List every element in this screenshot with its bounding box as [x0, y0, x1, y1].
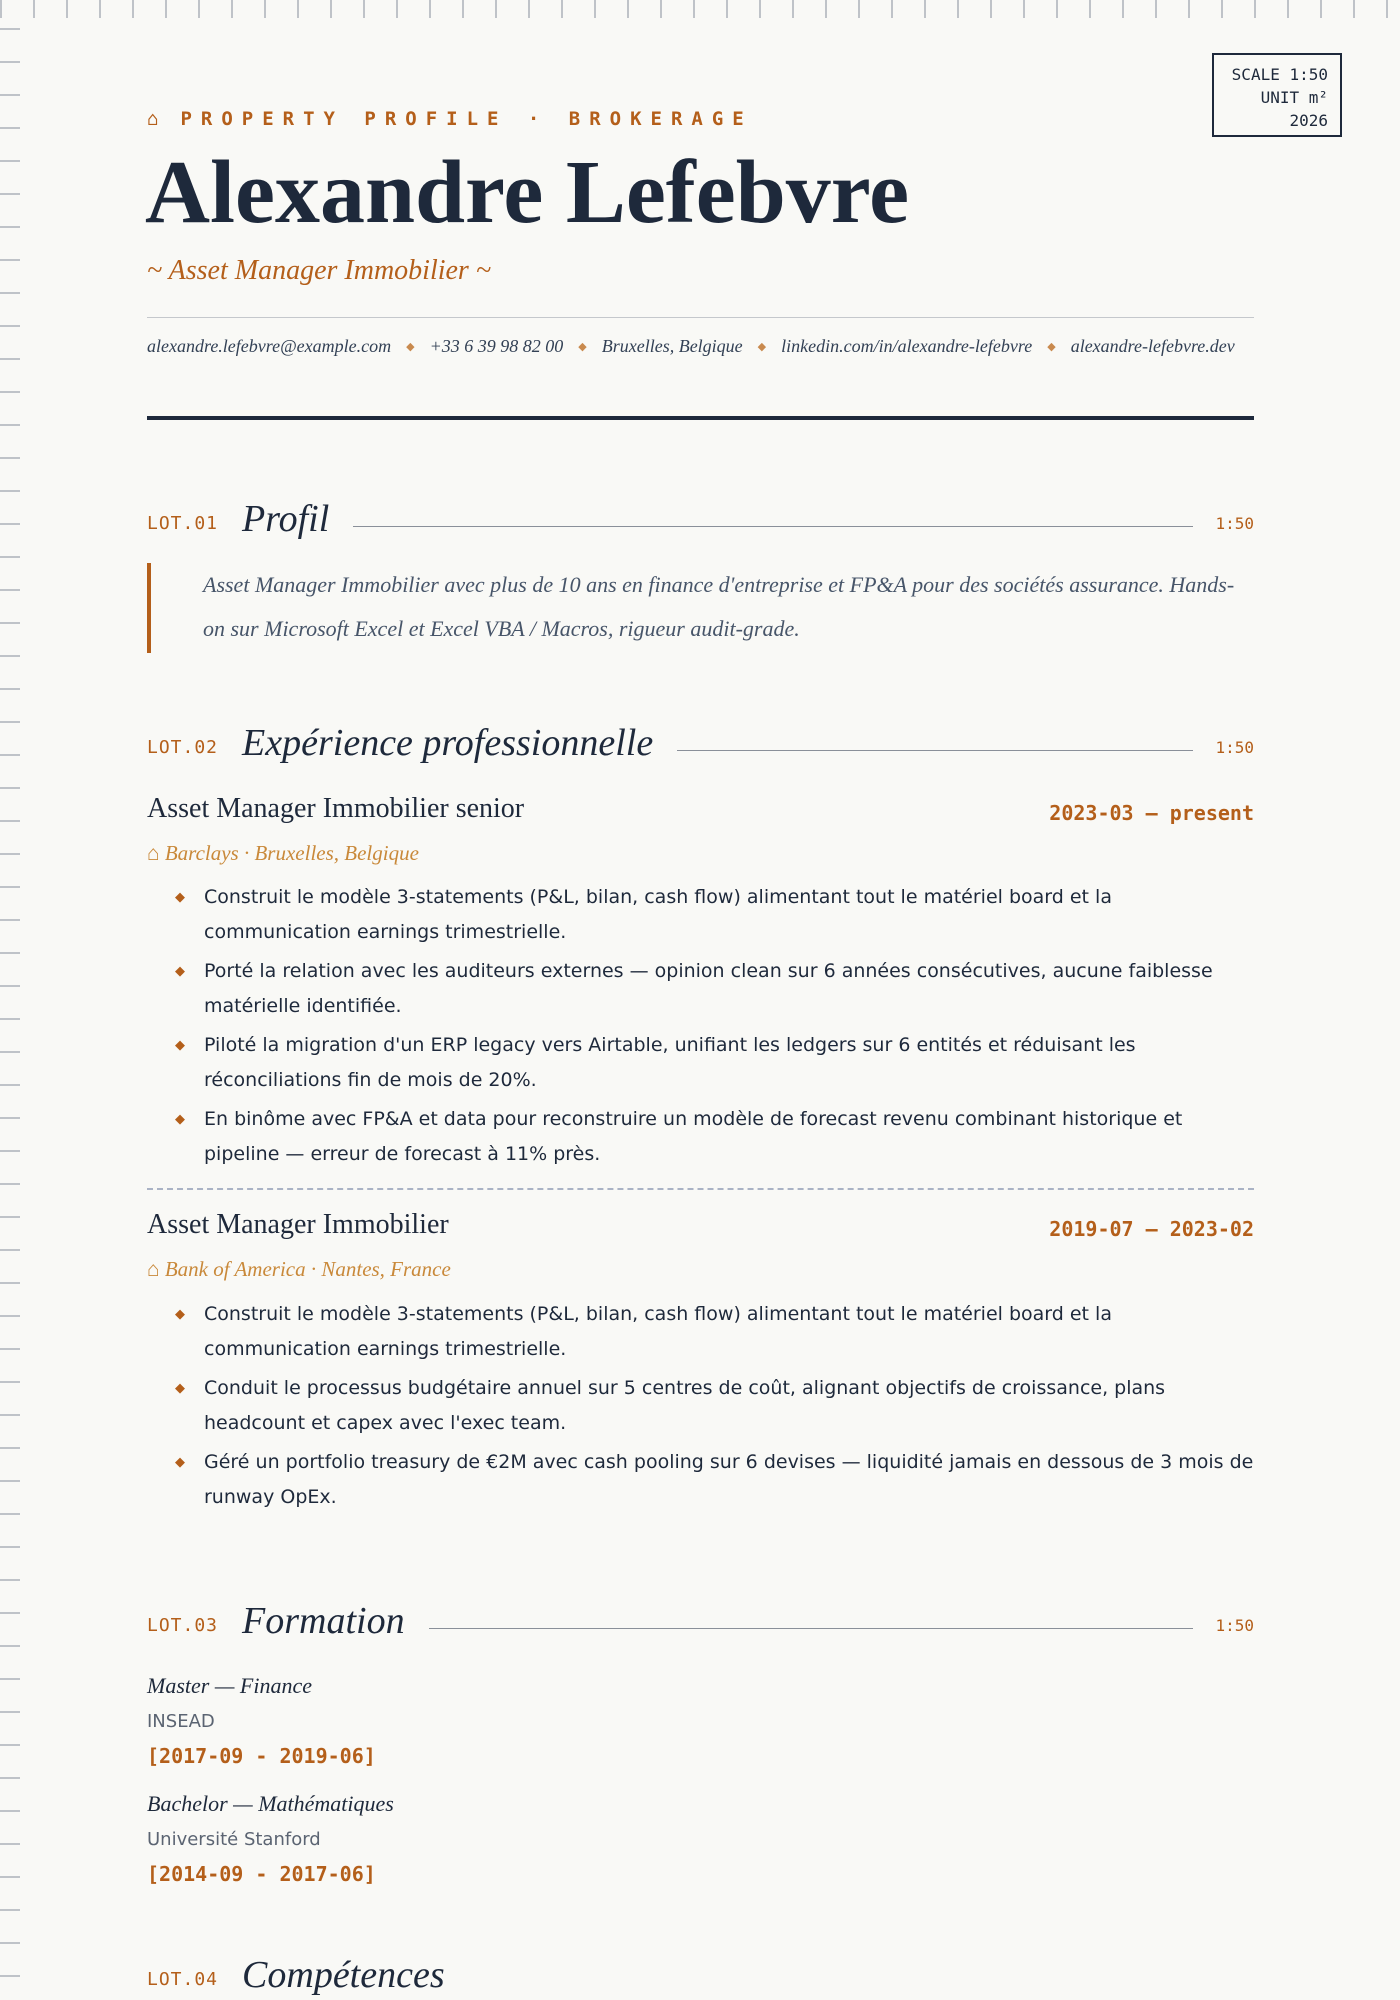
- education-dates: [2014-09 - 2017-06]: [147, 1862, 376, 1886]
- contact-location: Bruxelles, Belgique: [601, 336, 743, 356]
- diamond-icon: ◆: [175, 964, 185, 979]
- section-title: Expérience professionnelle: [242, 722, 654, 764]
- section-scale: 1:50: [1215, 513, 1254, 533]
- section-title: Formation: [242, 1600, 405, 1642]
- job-title: Asset Manager Immobilier senior: [147, 793, 525, 824]
- section-rule: [353, 526, 1193, 527]
- eyebrow-label: [147, 108, 753, 130]
- top-ruler-ticks: [0, 0, 1400, 18]
- job-divider: [147, 1188, 1254, 1190]
- lot-number: LOT.02: [147, 736, 219, 758]
- section-education-heading: [147, 1596, 1254, 1646]
- education-degree: Master — Finance: [147, 1673, 312, 1698]
- diamond-icon: ◆: [175, 1381, 185, 1396]
- section-experience-heading: [147, 718, 1254, 768]
- job-company: ⌂ Barclays · Bruxelles, Belgique: [147, 841, 419, 865]
- section-skills-heading: [147, 1950, 1254, 2000]
- contact-website[interactable]: alexandre-lefebvre.dev: [1070, 336, 1235, 356]
- scale-line: SCALE 1:50: [1231, 65, 1328, 84]
- eyebrow-text: PROPERTY PROFILE · BROKERAGE: [180, 108, 753, 130]
- education-school: INSEAD: [147, 1711, 215, 1732]
- bullet-text: Construit le modèle 3-statements (P&L, bilan, cash flow) alimentant tout le matériel board et la communication earnings trimestrielle.: [204, 886, 1112, 943]
- bullet-item: [175, 1445, 1255, 1515]
- lot-number: LOT.04: [147, 1968, 219, 1990]
- scale-stamp: [1212, 53, 1342, 137]
- job-dates: 2019-07 — 2023-02: [1049, 1217, 1254, 1241]
- year-line: 2026: [1289, 111, 1328, 130]
- job-company: ⌂ Bank of America · Nantes, France: [147, 1257, 451, 1281]
- bullet-text: Conduit le processus budgétaire annuel sur 5 centres de coût, alignant objectifs de croissance, plans headcount et capex avec l'exec team.: [204, 1377, 1166, 1434]
- contact-email[interactable]: alexandre.lefebvre@example.com: [147, 336, 392, 356]
- unit-line: UNIT m²: [1260, 88, 1328, 107]
- section-scale: 1:50: [1215, 1615, 1254, 1635]
- header-rule: [147, 416, 1254, 420]
- job-title: Asset Manager Immobilier: [147, 1209, 449, 1240]
- bullet-text: Piloté la migration d'un ERP legacy vers Airtable, unifiant les ledgers sur 6 entités et réduisant les réconciliations fin de mois de 20%.: [204, 1034, 1136, 1091]
- bullet-text: En binôme avec FP&A et data pour reconstruire un modèle de forecast revenu combinant historique et pipeline — erreur de forecast à 11% près.: [204, 1108, 1183, 1165]
- education-degree: Bachelor — Mathématiques: [147, 1791, 394, 1816]
- lot-number: LOT.03: [147, 1614, 219, 1636]
- section-rule: [429, 1628, 1194, 1629]
- left-ruler-ticks: [0, 0, 20, 1980]
- bullet-item: [175, 1028, 1255, 1098]
- diamond-icon: ◆: [175, 890, 185, 905]
- header-divider: [147, 317, 1254, 318]
- diamond-icon: ◆: [175, 1307, 185, 1322]
- job-bullets: [175, 1297, 1255, 1519]
- education-dates: [2017-09 - 2019-06]: [147, 1744, 376, 1768]
- diamond-icon: ◆: [175, 1112, 185, 1127]
- lot-number: LOT.01: [147, 512, 219, 534]
- job-bullets: [175, 880, 1255, 1176]
- candidate-name: Alexandre Lefebvre: [145, 143, 910, 242]
- diamond-icon: ◆: [175, 1038, 185, 1053]
- contact-linkedin[interactable]: linkedin.com/in/alexandre-lefebvre: [781, 336, 1033, 356]
- separator-dot: ◆: [757, 341, 767, 353]
- diamond-icon: ◆: [175, 1455, 185, 1470]
- candidate-role: ~ Asset Manager Immobilier ~: [147, 255, 491, 286]
- bullet-text: Construit le modèle 3-statements (P&L, bilan, cash flow) alimentant tout le matériel board et la communication earnings trimestrielle.: [204, 1303, 1112, 1360]
- bullet-item: [175, 880, 1255, 950]
- separator-dot: ◆: [406, 341, 415, 353]
- bullet-text: Porté la relation avec les auditeurs externes — opinion clean sur 6 années consécutives, aucune faiblesse matérielle identifiée.: [204, 960, 1213, 1017]
- bullet-item: [175, 1102, 1255, 1172]
- separator-dot: ◆: [578, 341, 587, 353]
- contact-line: [147, 336, 1254, 357]
- education-school: Université Stanford: [147, 1829, 321, 1850]
- job-dates: 2023-03 — present: [1049, 801, 1254, 825]
- bullet-item: [175, 954, 1255, 1024]
- section-scale: 1:50: [1215, 737, 1254, 757]
- contact-phone[interactable]: +33 6 39 98 82 00: [429, 336, 564, 356]
- section-title: Compétences: [242, 1954, 445, 1996]
- section-rule: [677, 750, 1193, 751]
- section-title: Profil: [242, 498, 330, 540]
- profile-summary: Asset Manager Immobilier avec plus de 10 ans en finance d'entreprise et FP&A pour des sociétés assurance. Hands-on sur Microsoft Excel et Excel VBA / Macros, rigueur audit-grade.: [147, 563, 1254, 653]
- section-profile-heading: [147, 494, 1254, 544]
- bullet-item: [175, 1371, 1255, 1441]
- bullet-text: Géré un portfolio treasury de €2M avec cash pooling sur 6 devises — liquidité jamais en dessous de 3 mois de runway OpEx.: [204, 1451, 1254, 1508]
- home-icon: ⌂: [147, 108, 159, 130]
- separator-dot: ◆: [1047, 341, 1056, 353]
- bullet-item: [175, 1297, 1255, 1367]
